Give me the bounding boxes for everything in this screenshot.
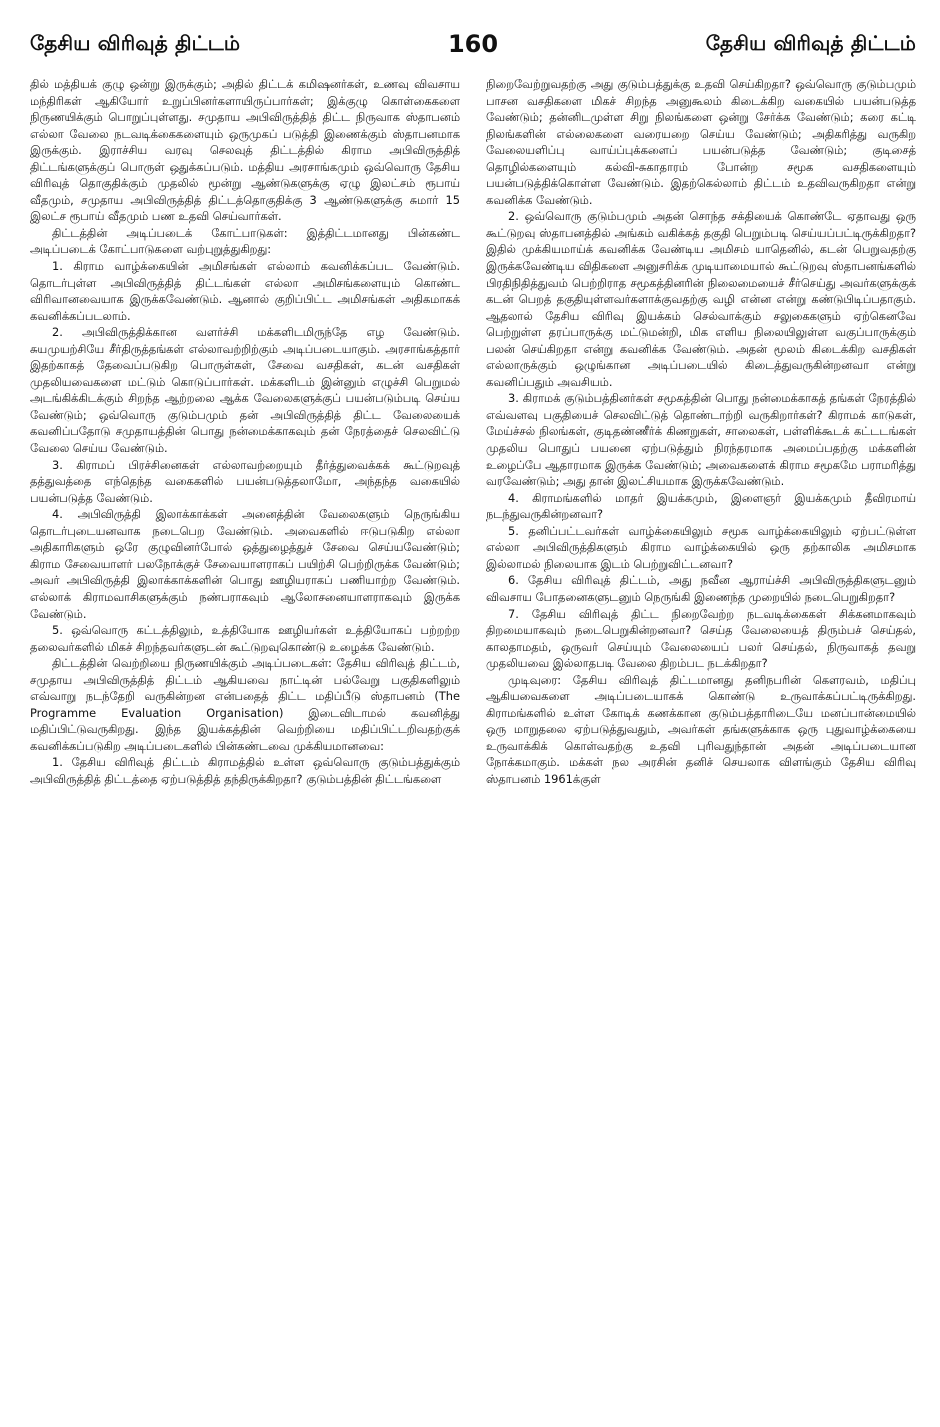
- running-title-left: தேசிய விரிவுத் திட்டம்: [30, 30, 241, 55]
- paragraph: 1. கிராம வாழ்க்கையின் அமிசங்கள் எல்லாம் கவனிக்கப்பட வேண்டும். தொடர்புள்ள அபிவிருத்தித் திட்டங்கள் எல்லா அமிசங்களையும் கொண்ட விரிவானவையாக இருக்கவேண்டும். ஆனால் குறிப்பிட்ட அமிசங்கள் அதிகமாகக் கவனிக்கப்படலாம்.: [30, 259, 460, 323]
- paragraph: 4. அபிவிருத்தி இலாக்காக்கள் அனைத்தின் வேலைகளும் நெருங்கிய தொடர்புடையனவாக நடைபெற வேண்டும். அவைகளில் ஈடுபடுகிற எல்லா அதிகாரிகளும் ஒரே குழுவினர்போல் ஒத்துழைத்துச் சேவை செய்யவேண்டும்; கிராம சேவையாளர் பலநோக்குச் சேவையாளராகப் பயிற்சி பெற்றிருக்க வேண்டும்; அவர் அபிவிருத்தி இலாக்காக்களின் பொது ஊழியராகப் பணியாற்ற வேண்டும். எல்லாக் கிராமவாசிகளுக்கும் நண்பராகவும் ஆலோசனையாளராகவும் இருக்க வேண்டும்.: [30, 507, 460, 621]
- page-header: [30, 24, 916, 64]
- paragraph: 5. தனிப்பட்டவர்கள் வாழ்க்கையிலும் சமூக வாழ்க்கையிலும் ஏற்பட்டுள்ள எல்லா அபிவிருத்திகளும் கிராம வாழ்க்கையில் ஒரு தற்காலிக அமிசமாக இல்லாமல் நிலையாக இடம் பெற்றுவிட்டனவா?: [486, 523, 916, 571]
- paragraph: 4. கிராமங்களில் மாதர் இயக்கமும், இளைஞர் இயக்கமும் தீவிரமாய் நடந்துவருகின்றனவா?: [486, 490, 916, 522]
- paragraph: 6. தேசிய விரிவுத் திட்டம், அது நவீன ஆராய்ச்சி அபிவிருத்திகளுடனும் விவசாய போதனைகளுடனும் நெருங்கி இணைந்த முறையில் நடைபெறுகிறதா?: [486, 573, 916, 604]
- left-column: [30, 76, 460, 1407]
- paragraph: திட்டத்தின் அடிப்படைக் கோட்பாடுகள்: இத்திட்டமானது பின்கண்ட அடிப்படைக் கோட்பாடுகளை வற்புறுத்துகிறது:: [30, 225, 460, 257]
- paragraph: 1. தேசிய விரிவுத் திட்டம் கிராமத்தில் உள்ள ஒவ்வொரு குடும்பத்துக்கும் அபிவிருத்தித் திட்டத்தை ஏற்படுத்தித் தந்திருக்கிறதா? குடும்பத்தின் திட்டங்களை: [30, 755, 460, 786]
- paragraph: 3. கிராமப் பிரச்சினைகள் எல்லாவற்றையும் தீர்த்துவைக்கக் கூட்டுறவுத் தத்துவத்தை எந்தெந்த வகைகளில் பயன்படுத்தலாமோ, அந்தந்த வகையில் பயன்படுத்த வேண்டும்.: [30, 457, 460, 505]
- paragraph: 2. ஒவ்வொரு குடும்பமும் அதன் சொந்த சக்தியைக் கொண்டே ஏதாவது ஒரு கூட்டுறவு ஸ்தாபனத்தில் அங்கம் வகிக்கத் தகுதி பெறும்படி செய்யப்பட்டிருக்கிறதா? இதில் முக்கியமாய்க் கவனிக்க வேண்டிய அமிசம் யாதெனில், கடன் பெறுவதற்கு இருக்கவேண்டிய விதிகளை அனுசரிக்க முடியாமையால் கூட்டுறவு ஸ்தாபனங்களில் பிரதிநிதித்துவம் பெற்றிராத சமூகத்தினரின் நிலைமையைச் சீர்செய்து அவர்களுக்குக் கடன் பெறத் தகுதியுள்ளவர்களாக்குவதற்கு வழி என்ன என்று கண்டுபிடிப்பதாகும். ஆதலால் தேசிய விரிவு இயக்கம் செல்வாக்கும் சலுகைகளும் ஏற்கெனவே பெற்றுள்ள தரப்பாருக்கு மட்டுமன்றி, மிக எளிய நிலையிலுள்ள வகுப்பாருக்கும் பலன் செய்கிறதா என்று கவனிக்க வேண்டும். அதன் மூலம் கிடைக்கிற வசதிகள் எல்லாருக்கும் ஒழுங்கான அடிப்படையில் கிடைத்துவருகின்றனவா என்று கவனிப்பதும் அவசியம்.: [486, 209, 916, 389]
- paragraph: 7. தேசிய விரிவுத் திட்ட நிறைவேற்ற நடவடிக்கைகள் சிக்கனமாகவும் திறமையாகவும் நடைபெறுகின்றனவா? செய்த வேலையைத் திரும்பச் செய்தல், காலதாமதம், ஒருவர் செய்யும் வேலையைப் பலர் செய்தல், நிருவாகத் தவறு முதலியவை இல்லாதபடி வேலை திறம்பட நடக்கிறதா?: [486, 606, 916, 671]
- running-title-right: தேசிய விரிவுத் திட்டம்: [705, 30, 916, 55]
- right-column: [486, 76, 916, 1407]
- text-columns: [30, 76, 916, 1407]
- paragraph: முடிவுரை: தேசிய விரிவுத் திட்டமானது தனிநபரின் கௌரவம், மதிப்பு ஆகியவைகளை அடிப்படையாகக் கொண்டு உருவாக்கப்பட்டிருக்கிறது. கிராமங்களில் உள்ள கோடிக் கணக்கான குடும்பத்தாரிடையே மனப்பான்மையில் ஒரு மாறுதலை ஏற்படுத்துவதும், அவர்கள் தங்களுக்காக ஒரு புதுவாழ்க்கையை உருவாக்கிக் கொள்வதற்கு உதவி புரிவதுந்தான் அதன் அடிப்படையான நோக்கமாகும். மக்கள் நல அரசின் தனிச் செயலாக விளங்கும் தேசிய விரிவு ஸ்தாபனம் 1961க்குள்: [486, 672, 916, 786]
- paragraph: தில் மத்தியக் குழு ஒன்று இருக்கும்; அதில் திட்டக் கமிஷனர்கள், உணவு விவசாய மந்திரிகள் ஆகியோர் உறுப்பினர்களாயிருப்பார்கள்; இக்குழு கொள்கைகளை நிருணயிக்கும் பொறுப்புள்ளது. சமுதாய அபிவிருத்தித் திட்ட நிருவாக ஸ்தாபனம் எல்லா வேலை நடவடிக்கைகளையும் ஒருமுகப் படுத்தி இணைக்கும் ஸ்தாபனமாக இருக்கும். இராச்சிய வரவு செலவுத் திட்டத்தில் கிராம அபிவிருத்தித் திட்டங்களுக்குப் பொருள் ஒதுக்கப்படும். மத்திய அரசாங்கமும் ஒவ்வொரு தேசிய விரிவுத் தொகுதிக்கும் முதலில் மூன்று ஆண்டுகளுக்கு ஏழு இலட்சம் ரூபாய் வீதமும், சமுதாய அபிவிருத்தித் திட்டத்தொகுதிக்கு 3 ஆண்டுகளுக்கு சுமார் 15 இலட்ச ரூபாய் வீதமும் பண உதவி செய்வார்கள்.: [30, 77, 460, 224]
- paragraph: திட்டத்தின் வெற்றியை நிருணயிக்கும் அடிப்படைகள்: தேசிய விரிவுத் திட்டம், சமுதாய அபிவிருத்தித் திட்டம் ஆகியவை நாட்டின் பல்வேறு பகுதிகளிலும் எவ்வாறு நடந்தேறி வருகின்றன என்பதைத் திட்ட மதிப்பீடு ஸ்தாபனம் (The Programme Evaluation Organisation) இடைவிடாமல் கவனித்து மதிப்பிட்டுவருகிறது. இந்த இயக்கத்தின் வெற்றியை மதிப்பிட்டறிவதற்குக் கவனிக்கப்படுகிற அடிப்படைகளில் பின்கண்டவை முக்கியமானவை:: [30, 656, 460, 753]
- paragraph: 2. அபிவிருத்திக்கான வளர்ச்சி மக்களிடமிருந்தே எழ வேண்டும். சுயமுயற்சியே சீர்திருத்தங்கள் எல்லாவற்றிற்கும் அடிப்படையாகும். அரசாங்கத்தார் இதற்காகத் தேவைப்படுகிற பொருள்கள், சேவை வசதிகள், கடன் வசதிகள் முதலியவைகளை மட்டும் கொடுப்பார்கள். மக்களிடம் இன்னும் எழுச்சி பெறுமல் அடங்கிக்கிடக்கும் சிறந்த ஆற்றலை ஆக்க வேலைகளுக்குப் பயன்படும்படி செய்ய வேண்டும்; ஒவ்வொரு குடும்பமும் தன் அபிவிருத்தித் திட்ட வேலையைக் கவனிப்பதோடு சமுதாயத்தின் பொது நன்மைக்காகவும் தன் நேரத்தைச் செலவிட்டு வேலை செய்ய வேண்டும்.: [30, 325, 460, 456]
- paragraph: 3. கிராமக் குடும்பத்தினர்கள் சமூகத்தின் பொது நன்மைக்காகத் தங்கள் நேரத்தில் எவ்வளவு பகுதியைச் செலவிட்டுத் தொண்டாற்றி வருகிறார்கள்? கிராமக் காடுகள், மேய்ச்சல் நிலங்கள், குடிதண்ணீர்க் கிணறுகள், சாலைகள், பள்ளிக்கூடக் கட்டடங்கள் முதலிய பொதுப் பயனை ஏற்படுத்தும் நிரந்தரமாக அமைப்பதற்கு மக்களின் உழைப்பே ஆதாரமாக இருக்க வேண்டும்; அவைகளைக் கிராம சமூகமே பராமரித்து வரவேண்டும்; அது தான் இலட்சியமாக இருக்கவேண்டும்.: [486, 391, 916, 489]
- paragraph: நிறைவேற்றுவதற்கு அது குடும்பத்துக்கு உதவி செய்கிறதா? ஒவ்வொரு குடும்பமும் பாசன வசதிகளை மிகச் சிறந்த அனுகூலம் கிடைக்கிற வகையில் பயன்படுத்த வேண்டும்; தன்னிடமுள்ள சிறு நிலங்களை ஒன்று சேர்க்க வேண்டும்; கரை கட்டி நிலங்களின் எல்லைகளை வரையறை செய்ய வேண்டும்; அதிகரித்து வருகிற வேலையளிப்பு வாய்ப்புக்களைப் பயன்படுத்த வேண்டும்; குடிசைத் தொழில்களையும் கல்வி-சுகாதாரம் போன்ற சமூக வசதிகளையும் பயன்படுத்திக்கொள்ள வேண்டும். இதற்கெல்லாம் திட்டம் உதவிவருகிறதா என்று கவனிக்க வேண்டும்.: [486, 77, 916, 207]
- paragraph: 5. ஒவ்வொரு கட்டத்திலும், உத்தியோக ஊழியர்கள் உத்தியோகப் பற்றற்ற தலைவர்களில் மிகச் சிறந்தவர்களுடன் கூட்டுறவுகொண்டு உழைக்க வேண்டும்.: [30, 623, 460, 654]
- page-number: 160: [447, 30, 499, 58]
